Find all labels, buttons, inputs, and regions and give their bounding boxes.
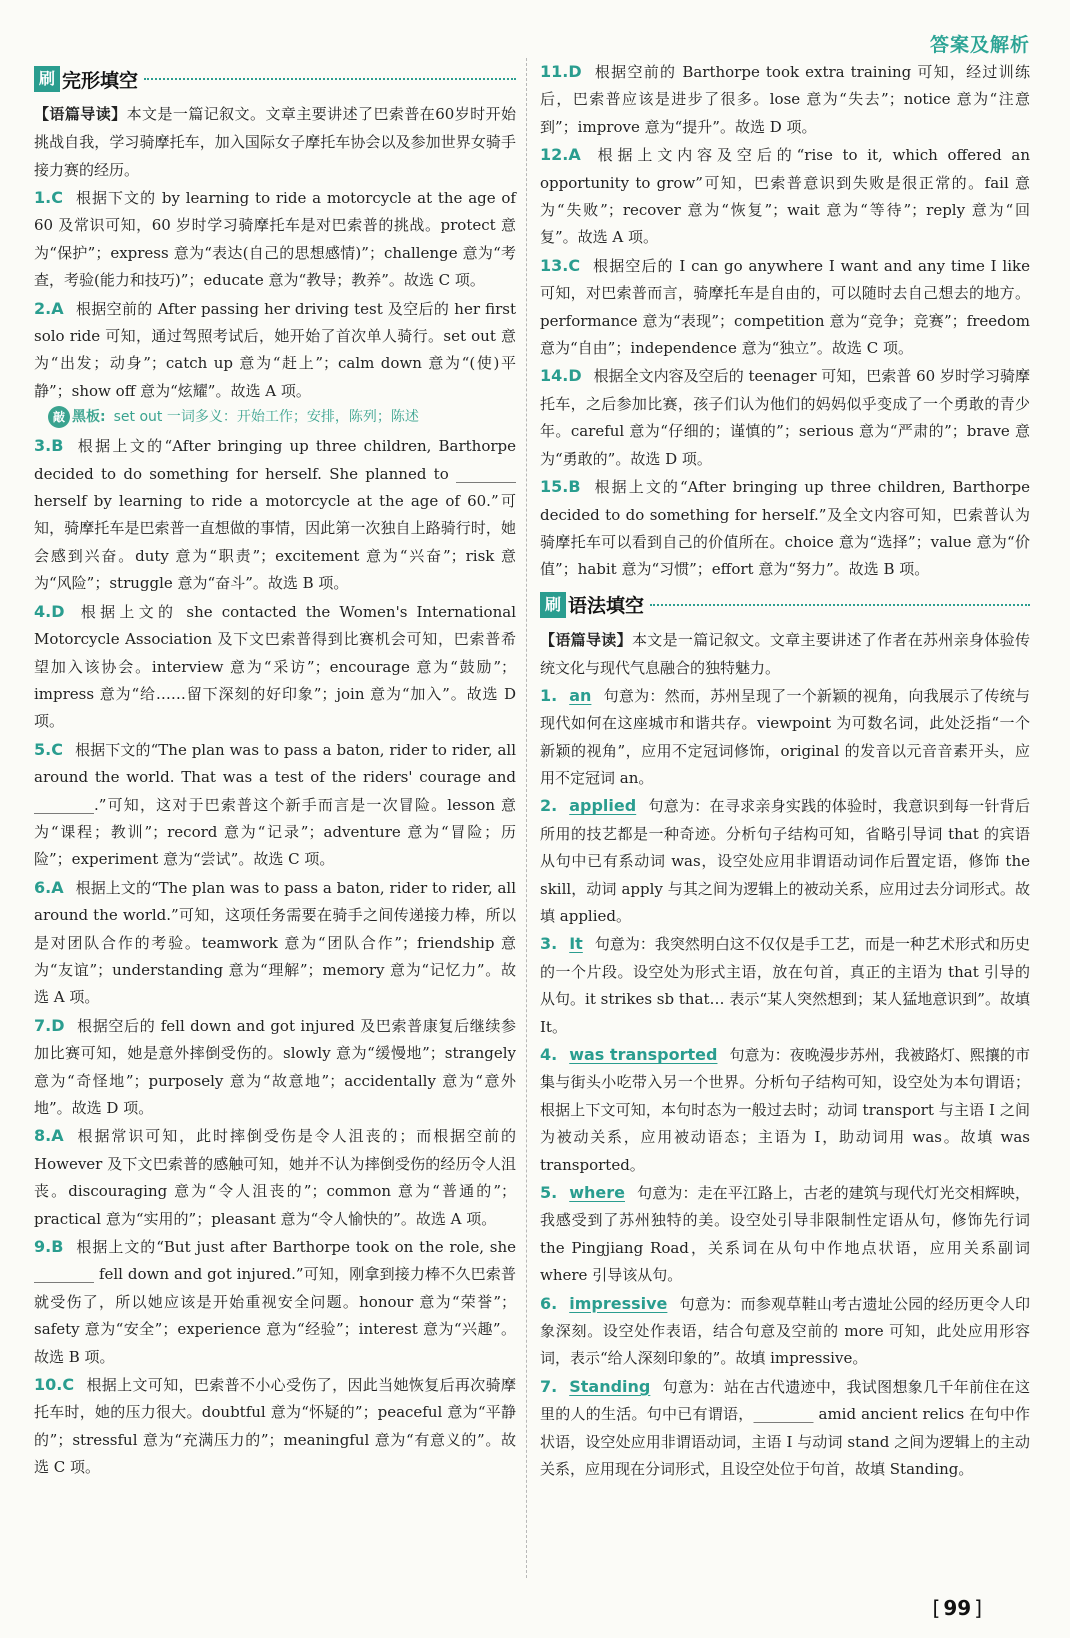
grammar-item xyxy=(540,682,1030,793)
answer-item xyxy=(34,736,516,874)
item-explanation: 根据上文内容及空后的“rise to it, which offered an opportunity to grow”可知，巴索普意识到失败是很正常的。fail 意为“失败”；recover 意为“恢复”；wait 意为“等待”；reply 意为“回复”。故选 A 项。 xyxy=(540,146,1030,247)
guide-label: 【语篇导读】 xyxy=(34,105,127,123)
item-explanation: 句意为：而参观草鞋山考古遗址公园的经历更令人印象深刻。设空处作表语，结合句意及空前的 more 可知，此处应用形容词，表示“给人深刻印象的”。故填 impressive。 xyxy=(540,1294,1030,1368)
answer-item xyxy=(34,874,516,1012)
item-number: 12.A xyxy=(540,145,581,165)
answer-item xyxy=(34,1371,516,1482)
item-explanation: 根据上文的“After bringing up three children, Barthorpe decided to do something for herself. She planned to ________ herself by learning to ride a motorcycle at the age of 60.”可知，骑摩托车是巴索普一直想做的事情，因此第一次独自上路骑行时，她会感到兴奋。duty 意为“职责”；excitement 意为“兴奋”；risk 意为“风险”；struggle 意为“奋斗”。故选 B 项。 xyxy=(34,437,516,593)
guide-label: 【语篇导读】 xyxy=(540,630,632,649)
answer-item xyxy=(34,1012,516,1123)
item-explanation: 根据空前的 After passing her driving test 及空后的 her first solo ride 可知，通过驾照考试后，她开始了首次单人骑行。set out 意为“出发；动身”；catch up 意为“赶上”；calm down 意为“(使)平静”；show off 意为“炫耀”。故选 A 项。 xyxy=(34,299,516,400)
right-column xyxy=(540,58,1030,1484)
item-explanation: 根据常识可知，此时摔倒受伤是令人沮丧的；而根据空前的 However 及下文巴索普的感触可知，她并不认为摔倒受伤的经历令人沮丧。discouraging 意为“令人沮丧的”；common 意为“普通的”；practical 意为“实用的”；pleasant 意为“令人愉快的”。故选 A 项。 xyxy=(34,1127,516,1228)
item-answer: was transported xyxy=(569,1045,718,1064)
answer-item xyxy=(540,141,1030,252)
section-title: 完形填空 xyxy=(62,69,139,92)
section-badge: 刷 xyxy=(540,592,566,618)
item-number: 8.A xyxy=(34,1126,64,1146)
answer-item xyxy=(34,295,516,406)
item-explanation: 根据上文可知，巴索普不小心受伤了，因此当她恢复后再次骑摩托车时，她的压力很大。doubtful 意为“怀疑的”；peaceful 意为“平静的”；stressful 意为“充满压力的”；meaningful 意为“有意义的”。故选 C 项。 xyxy=(34,1376,516,1477)
item-number: 4. xyxy=(540,1045,558,1064)
grammar-item xyxy=(540,1041,1030,1179)
item-answer: applied xyxy=(569,796,637,816)
section-dotted-rule xyxy=(650,604,1030,606)
answer-item xyxy=(540,252,1030,363)
item-answer: Standing xyxy=(569,1376,651,1396)
answer-item xyxy=(34,598,516,736)
item-number: 7.D xyxy=(34,1015,65,1035)
item-answer: It xyxy=(569,934,583,954)
tip-badge: 敲 xyxy=(48,406,70,428)
item-number: 1.C xyxy=(34,188,63,207)
page-number: [ 99 ] xyxy=(933,1596,982,1620)
item-explanation: 根据下文的 by learning to ride a motorcycle at the age of 60 及常识可知，60 岁时学习骑摩托车是对巴索普的挑战。protect 意为“保护”；express 意为“表达(自己的思想感情)”；challenge 意为“考查，考验(能力和技巧)”；educate 意为“教导；教养”。故选 C 项。 xyxy=(34,189,516,290)
item-explanation: 句意为：站在古代遗迹中，我试图想象几千年前住在这里的人的生活。句中已有谓语，________ amid ancient relics 在句中作状语，设空处应用非谓语动词，主语 I 与动词 stand 之间为逻辑上的主动关系，应用现在分词形式，且设空处位于句首，故填 Standing。 xyxy=(540,1377,1030,1479)
item-number: 13.C xyxy=(540,255,581,275)
grammar-item xyxy=(540,1373,1030,1484)
item-explanation: 根据上文的“After bringing up three children, Barthorpe decided to do something for herself.”及全文内容可知，巴索普认为骑摩托车可以看到自己的价值所在。choice 意为“选择”；value 意为“价值”；habit 意为“习惯”；effort 意为“努力”。故选 B 项。 xyxy=(540,478,1030,579)
item-explanation: 根据全文内容及空后的 teenager 可知，巴索普 60 岁时学习骑摩托车，之后参加比赛，孩子们认为他们的妈妈似乎变成了一个勇敢的青少年。careful 意为“仔细的；谨慎的”；serious 意为“严肃的”；brave 意为“勇敢的”。故选 D 项。 xyxy=(540,367,1030,468)
section-badge: 刷 xyxy=(34,66,60,92)
grammar-item xyxy=(540,1290,1030,1373)
item-explanation: 根据空后的 I can go anywhere I want and any time I like 可知，对巴索普而言，骑摩托车是自由的，可以随时去自己想去的地方。performance 意为“表现”；competition 意为“竞争；竞赛”；freedom 意为“自由”；independence 意为“独立”。故选 C 项。 xyxy=(540,256,1030,358)
item-answer: an xyxy=(569,685,592,705)
grammar-item xyxy=(540,1179,1030,1290)
item-explanation: 句意为：在寻求亲身实践的体验时，我意识到每一针背后所用的技艺都是一种奇迹。分析句子结构可知，省略引导词 that 的宾语从句中已有系动词 was，设空处应用非谓语动词作后置定语，修饰 the skill，动词 apply 与其之间为逻辑上的被动关系，应用过去分词形式。故填 applied。 xyxy=(540,797,1030,925)
answer-item xyxy=(540,362,1030,473)
tip-label: 黑板: xyxy=(72,409,106,426)
answer-item xyxy=(34,1233,516,1371)
item-explanation: 句意为：走在平江路上，古老的建筑与现代灯光交相辉映，我感受到了苏州独特的美。设空处引导非限制性定语从句，修饰先行词 the Pingjiang Road，关系词在从句中作地点状语，应用关系副词 where 引导该从句。 xyxy=(540,1184,1030,1285)
answer-item xyxy=(34,1122,516,1233)
item-explanation: 根据上文的“But just after Barthorpe took on the role, she ________ fell down and got injured.”可知，刚拿到接力棒不久巴索普就受伤了，所以她应该是开始重视安全问题。honour 意为“荣誉”；safety 意为“安全”；experience 意为“经验”；interest 意为“兴趣”。故选 B 项。 xyxy=(34,1238,516,1366)
grammar-item xyxy=(540,930,1030,1041)
item-number: 10.C xyxy=(34,1375,75,1395)
section-dotted-rule xyxy=(144,78,516,80)
item-number: 9.B xyxy=(34,1237,64,1257)
grammar-item xyxy=(540,792,1030,930)
reading-guide xyxy=(34,100,516,184)
item-number: 3. xyxy=(540,934,558,954)
item-answer: where xyxy=(569,1183,625,1203)
item-explanation: 句意为：然而，苏州呈现了一个新颖的视角，向我展示了传统与现代如何在这座城市和谐共存。viewpoint 为可数名词，此处泛指“一个新颖的视角”，应用不定冠词修饰，original 的发音以元音音素开头，应用不定冠词 an。 xyxy=(540,686,1030,787)
item-number: 5. xyxy=(540,1183,558,1203)
item-number: 3.B xyxy=(34,436,64,456)
item-number: 6.A xyxy=(34,877,64,897)
item-explanation: 根据上文的“The plan was to pass a baton, rider to rider, all around the world.”可知，这项任务需要在骑手之间传递接力棒，所以是对团队合作的考验。teamwork 意为“团队合作”；friendship 意为“友谊”；understanding 意为“理解”；memory 意为“记忆力”。故选 A 项。 xyxy=(34,878,516,1007)
item-explanation: 句意为：我突然明白这不仅仅是手工艺，而是一种艺术形式和历史的一个片段。设空处为形式主语，放在句首，真正的主语为 that 引导的从句。it strikes sb that… 表示“某人突然想到；某人猛地意识到”。故填 It。 xyxy=(540,935,1030,1036)
section-header-cloze xyxy=(34,62,516,96)
left-column xyxy=(34,58,516,1482)
item-number: 11.D xyxy=(540,62,582,81)
item-number: 4.D xyxy=(34,601,65,621)
item-explanation: 根据下文的“The plan was to pass a baton, rider to rider, all around the world. That was a test of the riders' courage and ________.”可知，这对于巴索普这个新手而言是一次冒险。lesson 意为“课程；教训”；record 意为“记录”；adventure 意为“冒险；历险”；experiment 意为“尝试”。故选 C 项。 xyxy=(34,740,516,869)
item-number: 1. xyxy=(540,685,558,705)
header-title: 答案及解析 xyxy=(929,34,1030,56)
item-number: 2. xyxy=(540,796,558,816)
guide-text: 本文是一篇记叙文。文章主要讲述了作者在苏州亲身体验传统文化与现代气息融合的独特魅力。 xyxy=(540,630,1030,677)
section-header-grammar xyxy=(540,588,1030,622)
item-number: 5.C xyxy=(34,739,63,759)
tip-note xyxy=(48,405,516,429)
answer-item xyxy=(34,432,516,597)
item-answer: impressive xyxy=(569,1293,668,1313)
item-explanation: 句意为：夜晚漫步苏州，我被路灯、熙攘的市集与街头小吃带入另一个世界。分析句子结构可知，设空处为本句谓语；根据上下文可知，本句时态为一般过去时；动词 transport 与主语 I 之间为被动关系，应用被动语态；主语为 I，助动词用 was。故填 was transported。 xyxy=(540,1046,1030,1174)
section-title: 语法填空 xyxy=(568,595,645,618)
answer-item xyxy=(540,473,1030,584)
item-number: 6. xyxy=(540,1293,558,1313)
item-explanation: 根据空后的 fell down and got injured 及巴索普康复后继续参加比赛可知，她是意外摔倒受伤的。slowly 意为“缓慢地”；strangely 意为“奇怪地”；purposely 意为“故意地”；accidentally 意为“意外地”。故选 D 项。 xyxy=(34,1016,516,1117)
item-number: 14.D xyxy=(540,366,582,386)
answer-item xyxy=(540,58,1030,141)
reading-guide xyxy=(540,626,1030,682)
answer-item xyxy=(34,184,516,295)
tip-text: set out 一词多义：开始工作；安排，陈列；陈述 xyxy=(113,409,419,426)
item-number: 15.B xyxy=(540,477,581,497)
column-divider xyxy=(526,58,528,1578)
item-explanation: 根据空前的 Barthorpe took extra training 可知，经过训练后，巴索普应该是进步了很多。lose 意为“失去”；notice 意为“注意到”；improve 意为“提升”。故选 D 项。 xyxy=(540,63,1030,136)
item-number: 2.A xyxy=(34,298,64,318)
guide-text: 本文是一篇记叙文。文章主要讲述了巴索普在60岁时开始挑战自我，学习骑摩托车，加入国际女子摩托车协会以及参加世界女骑手接力赛的经历。 xyxy=(34,105,516,179)
item-explanation: 根据上文的 she contacted the Women's International Motorcycle Association 及下文巴索普得到比赛机会可知，巴索普希望加入该协会。interview 意为“采访”；encourage 意为“鼓励”；impress 意为“给……留下深刻的好印象”；join 意为“加入”。故选 D 项。 xyxy=(34,602,516,731)
item-number: 7. xyxy=(540,1376,558,1396)
